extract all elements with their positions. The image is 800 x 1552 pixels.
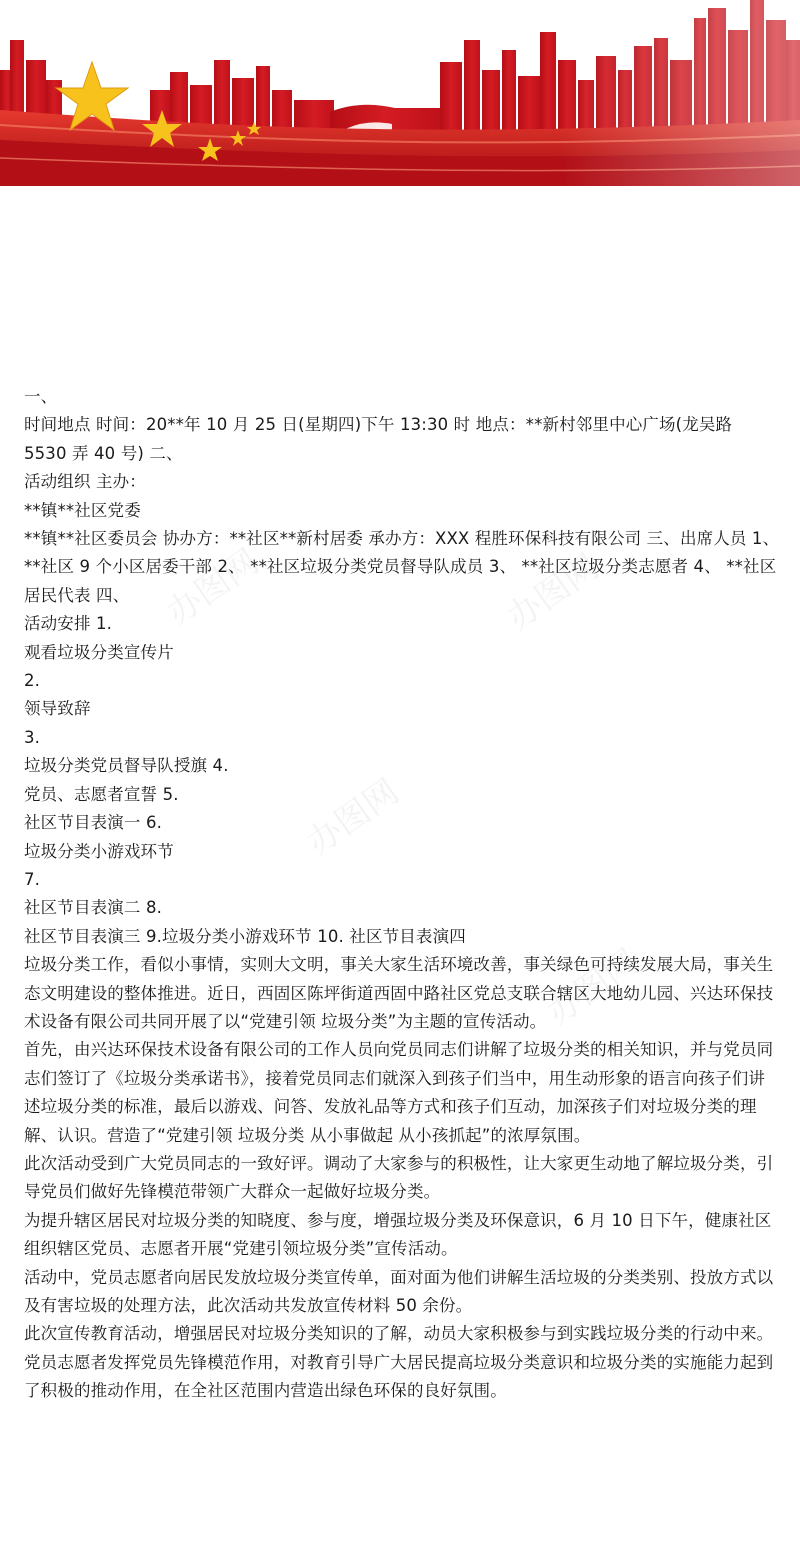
paragraph: **镇**社区委员会 协办方：**社区**新村居委 承办方：XXX 程胜环保科技有限公司 三、出席人员 1、 **社区 9 个小区居委干部 2、 **社区垃圾分类党员督导队成员 3、 **社区垃圾分类志愿者 4、 **社区居民代表 四、 — [24, 529, 780, 605]
paragraph: 首先，由兴达环保技术设备有限公司的工作人员向党员同志们讲解了垃圾分类的相关知识，并与党员同志们签订了《垃圾分类承诺书》，接着党员同志们就深入到孩子们当中，用生动形象的语言向孩子们讲述垃圾分类的标准，最后以游戏、问答、发放礼品等方式和孩子们互动，加深孩子们对垃圾分类的理解、认识。营造了“党建引领 垃圾分类 从小事做起 从小孩抓起”的浓厚氛围。 — [24, 1040, 774, 1145]
paragraph: 此次活动受到广大党员同志的一致好评。调动了大家参与的积极性，让大家更生动地了解垃圾分类，引导党员们做好先锋模范带领广大群众一起做好垃圾分类。 — [24, 1153, 774, 1202]
watermark: 办图网 — [299, 771, 407, 864]
paragraph: 社区节目表演三 9.垃圾分类小游戏环节 10. 社区节目表演四 — [24, 926, 466, 946]
paragraph: 垃圾分类工作，看似小事情，实则大文明，事关大家生活环境改善，事关绿色可持续发展大局，事关生态文明建设的整体推进。近日，西固区陈坪街道西固中路社区党总支联合辖区大地幼儿园、兴达环保技术设备有限公司共同开展了以“党建引领 垃圾分类”为主题的宣传活动。 — [24, 955, 774, 1031]
paragraph: 垃圾分类小游戏环节 — [24, 841, 174, 861]
paragraph: 活动中，党员志愿者向居民发放垃圾分类宣传单，面对面为他们讲解生活垃圾的分类类别、投放方式以及有害垃圾的处理方法，此次活动共发放宣传材料 50 余份。 — [24, 1267, 774, 1315]
paragraph: 7. — [24, 869, 41, 889]
watermark: 办图网 — [499, 546, 607, 639]
paragraph: 时间地点 时间：20**年 10 月 25 日(星期四)下午 13:30 时 地点：**新村邻里中心广场(龙吴路 5530 弄 40 号) 二、 — [24, 415, 733, 463]
paragraph: 2. — [24, 671, 41, 691]
paragraph: 一、 — [24, 387, 58, 406]
paragraph: **镇**社区党委 — [24, 500, 141, 520]
document-body — [24, 383, 780, 1406]
watermark: 办图网 — [539, 941, 647, 1034]
paragraph: 活动组织 主办： — [24, 472, 146, 492]
paragraph: 垃圾分类党员督导队授旗 4. — [24, 756, 229, 776]
paragraph: 党员、志愿者宣誓 5. — [24, 784, 179, 804]
paragraph: 观看垃圾分类宣传片 — [24, 642, 174, 662]
paragraph: 活动安排 1. — [24, 614, 113, 634]
paragraph: 社区节目表演一 6. — [24, 813, 162, 833]
paragraph: 此次宣传教育活动，增强居民对垃圾分类知识的了解，动员大家积极参与到实践垃圾分类的行动中来。党员志愿者发挥党员先锋模范作用，对教育引导广大居民提高垃圾分类意识和垃圾分类的实施能力起到了积极的推动作用，在全社区范围内营造出绿色环保的良好氛围。 — [24, 1324, 774, 1401]
paragraph: 3. — [24, 727, 41, 747]
city-skyline-banner — [0, 0, 800, 186]
header-banner — [0, 0, 800, 186]
watermark: 办图网 — [159, 541, 267, 634]
paragraph: 为提升辖区居民对垃圾分类的知晓度、参与度，增强垃圾分类及环保意识，6 月 10 日下午，健康社区组织辖区党员、志愿者开展“党建引领垃圾分类”宣传活动。 — [24, 1210, 772, 1259]
paragraph: 社区节目表演二 8. — [24, 898, 162, 918]
paragraph: 领导致辞 — [24, 699, 91, 719]
